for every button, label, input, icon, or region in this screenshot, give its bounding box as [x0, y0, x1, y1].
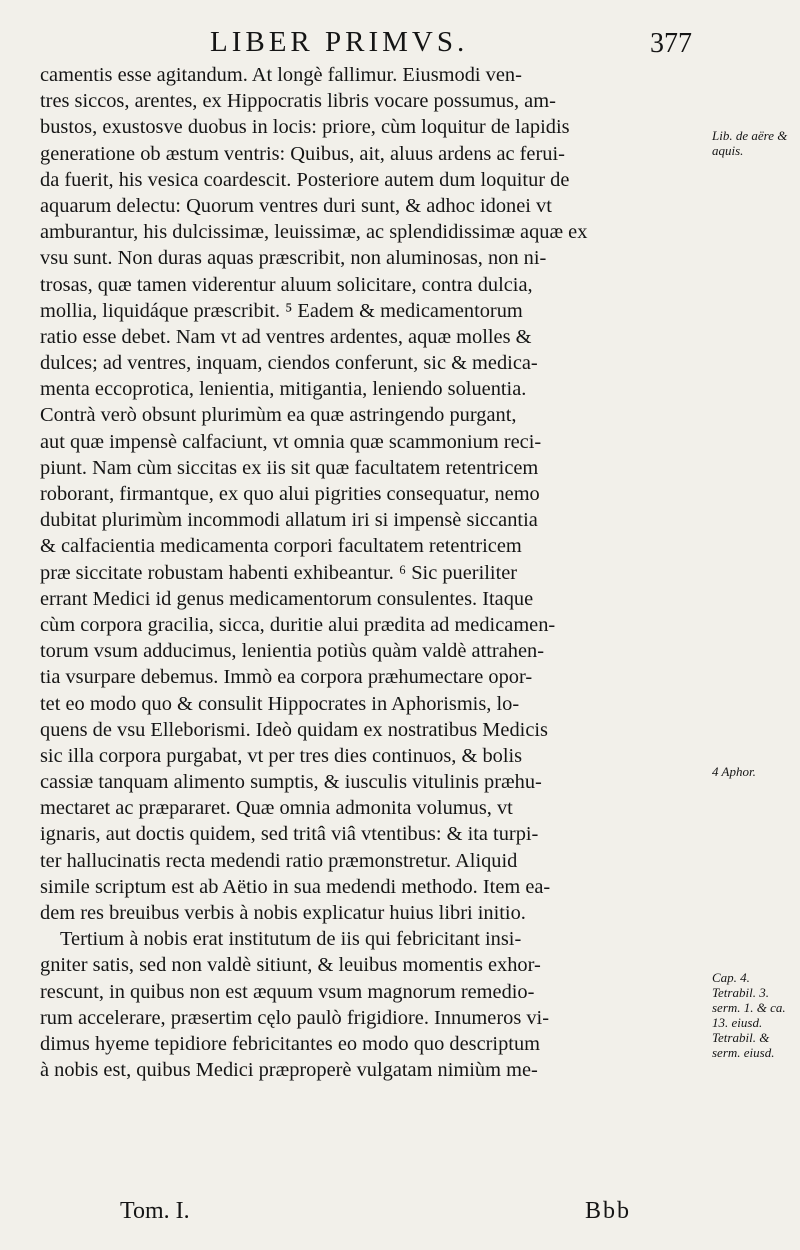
text-line: Contrà verò obsunt plurimùm ea quæ astringendo purgant, [40, 404, 517, 427]
text-line: aquarum delectu: Quorum ventres duri sunt, & adhoc idonei vt [40, 194, 552, 217]
text-line: tres siccos, arentes, ex Hippocratis libris vocare possumus, am- [40, 90, 556, 113]
text-line: trosas, quæ tamen viderentur aluum solicitare, contra dulcia, [40, 273, 533, 296]
text-line: quens de vsu Elleborismi. Ideò quidam ex nostratibus Medicis [40, 718, 548, 741]
text-line: ter hallucinatis recta medendi ratio præmonstretur. Aliquid [40, 849, 518, 872]
text-line: & calfacientia medicamenta corpori facultatem retentricem [40, 535, 522, 558]
text-line: camentis esse agitandum. At longè fallimur. Eiusmodi ven- [40, 64, 522, 86]
text-line: dulces; ad ventres, inquam, ciendos conferunt, sic & medica- [40, 352, 538, 375]
text-line: à nobis est, quibus Medici præproperè vulgatam nimiùm me- [40, 1059, 538, 1082]
text-line: dimus hyeme tepidiore febricitantes eo modo quo descriptum [40, 1032, 541, 1055]
text-line: amburantur, his dulcissimæ, leuissimæ, ac splendidissimæ aquæ ex [40, 221, 588, 244]
text-line: vsu sunt. Non duras aquas præscribit, non aluminosas, non ni- [40, 247, 547, 270]
text-line: mectaret ac præpararet. Quæ omnia admonita volumus, vt [40, 797, 513, 820]
signature-mark: Bbb [585, 1198, 632, 1224]
text-line: dem res breuibus verbis à nobis explicatur huius libri initio. [40, 902, 526, 924]
text-line: præ siccitate robustam habenti exhibeantur. ⁶ Sic pueriliter [40, 561, 518, 584]
body-text [40, 62, 710, 1083]
text-line: piunt. Nam cùm siccitas ex iis sit quæ facultatem retentricem [40, 456, 539, 479]
text-line: torum vsum adducimus, lenientia potiùs quàm valdè attrahen- [40, 640, 544, 663]
margin-note-tetrabil: Cap. 4. Tetrabil. 3. serm. 1. & ca. 13. eiusd. Tetrabil. & serm. eiusd. [712, 970, 786, 1060]
paragraph-start-line: Tertium à nobis erat institutum de iis qui febricitant insi- [60, 928, 522, 951]
text-line: bustos, exustosve duobus in locis: priore, cùm loquitur de lapidis [40, 116, 570, 139]
text-line: simile scriptum est ab Aëtio in sua medendi methodo. Item ea- [40, 875, 551, 898]
page-header [0, 26, 800, 66]
margin-note-aphor: 4 Aphor. [712, 764, 756, 779]
page-footer [0, 1198, 800, 1238]
page-number: 377 [650, 28, 692, 59]
text-line: tia vsurpare debemus. Immò ea corpora præhumectare opor- [40, 666, 533, 689]
text-line: generatione ob æstum ventris: Quibus, ait, aluus ardens ac ferui- [40, 142, 565, 165]
volume-label: Tom. I. [120, 1198, 190, 1224]
text-line: roborant, firmantque, ex quo alui pigrities consequatur, nemo [40, 483, 540, 505]
margin-note-lib-de-aere: Lib. de aëre & aquis. [712, 128, 788, 158]
running-title: LIBER PRIMVS. [210, 26, 469, 58]
text-line: da fuerit, his vesica coardescit. Posteriore autem dum loquitur de [40, 168, 570, 191]
text-line: dubitat plurimùm incommodi allatum iri si impensè siccantia [40, 509, 538, 532]
text-line: rum accelerare, præsertim cęlo paulò frigidiore. Innumeros vi- [40, 1006, 549, 1029]
text-line: ignaris, aut doctis quidem, sed tritâ viâ vtentibus: & ita turpi- [40, 823, 539, 846]
text-line: rescunt, in quibus non est æquum vsum magnorum remedio- [40, 980, 535, 1003]
text-line: tet eo modo quo & consulit Hippocrates in Aphorismis, lo- [40, 692, 520, 715]
text-line: ratio esse debet. Nam vt ad ventres ardentes, aquæ molles & [40, 325, 532, 348]
text-line: errant Medici id genus medicamentorum consulentes. Itaque [40, 587, 534, 610]
text-line: menta eccoprotica, lenientia, mitigantia, leniendo soluentia. [40, 378, 527, 401]
text-line: sic illa corpora purgabat, vt per tres dies continuos, & bolis [40, 744, 523, 767]
text-line: cùm corpora gracilia, sicca, duritie alui prædita ad medicamen- [40, 613, 556, 636]
text-line: cassiæ tanquam alimento sumptis, & iusculis vitulinis præhu- [40, 771, 542, 794]
text-line: mollia, liquidáque præscribit. ⁵ Eadem & medicamentorum [40, 299, 523, 322]
text-line: gniter satis, sed non valdè sitiunt, & leuibus momentis exhor- [40, 954, 541, 977]
text-line: aut quæ impensè calfaciunt, vt omnia quæ scammonium reci- [40, 430, 542, 453]
